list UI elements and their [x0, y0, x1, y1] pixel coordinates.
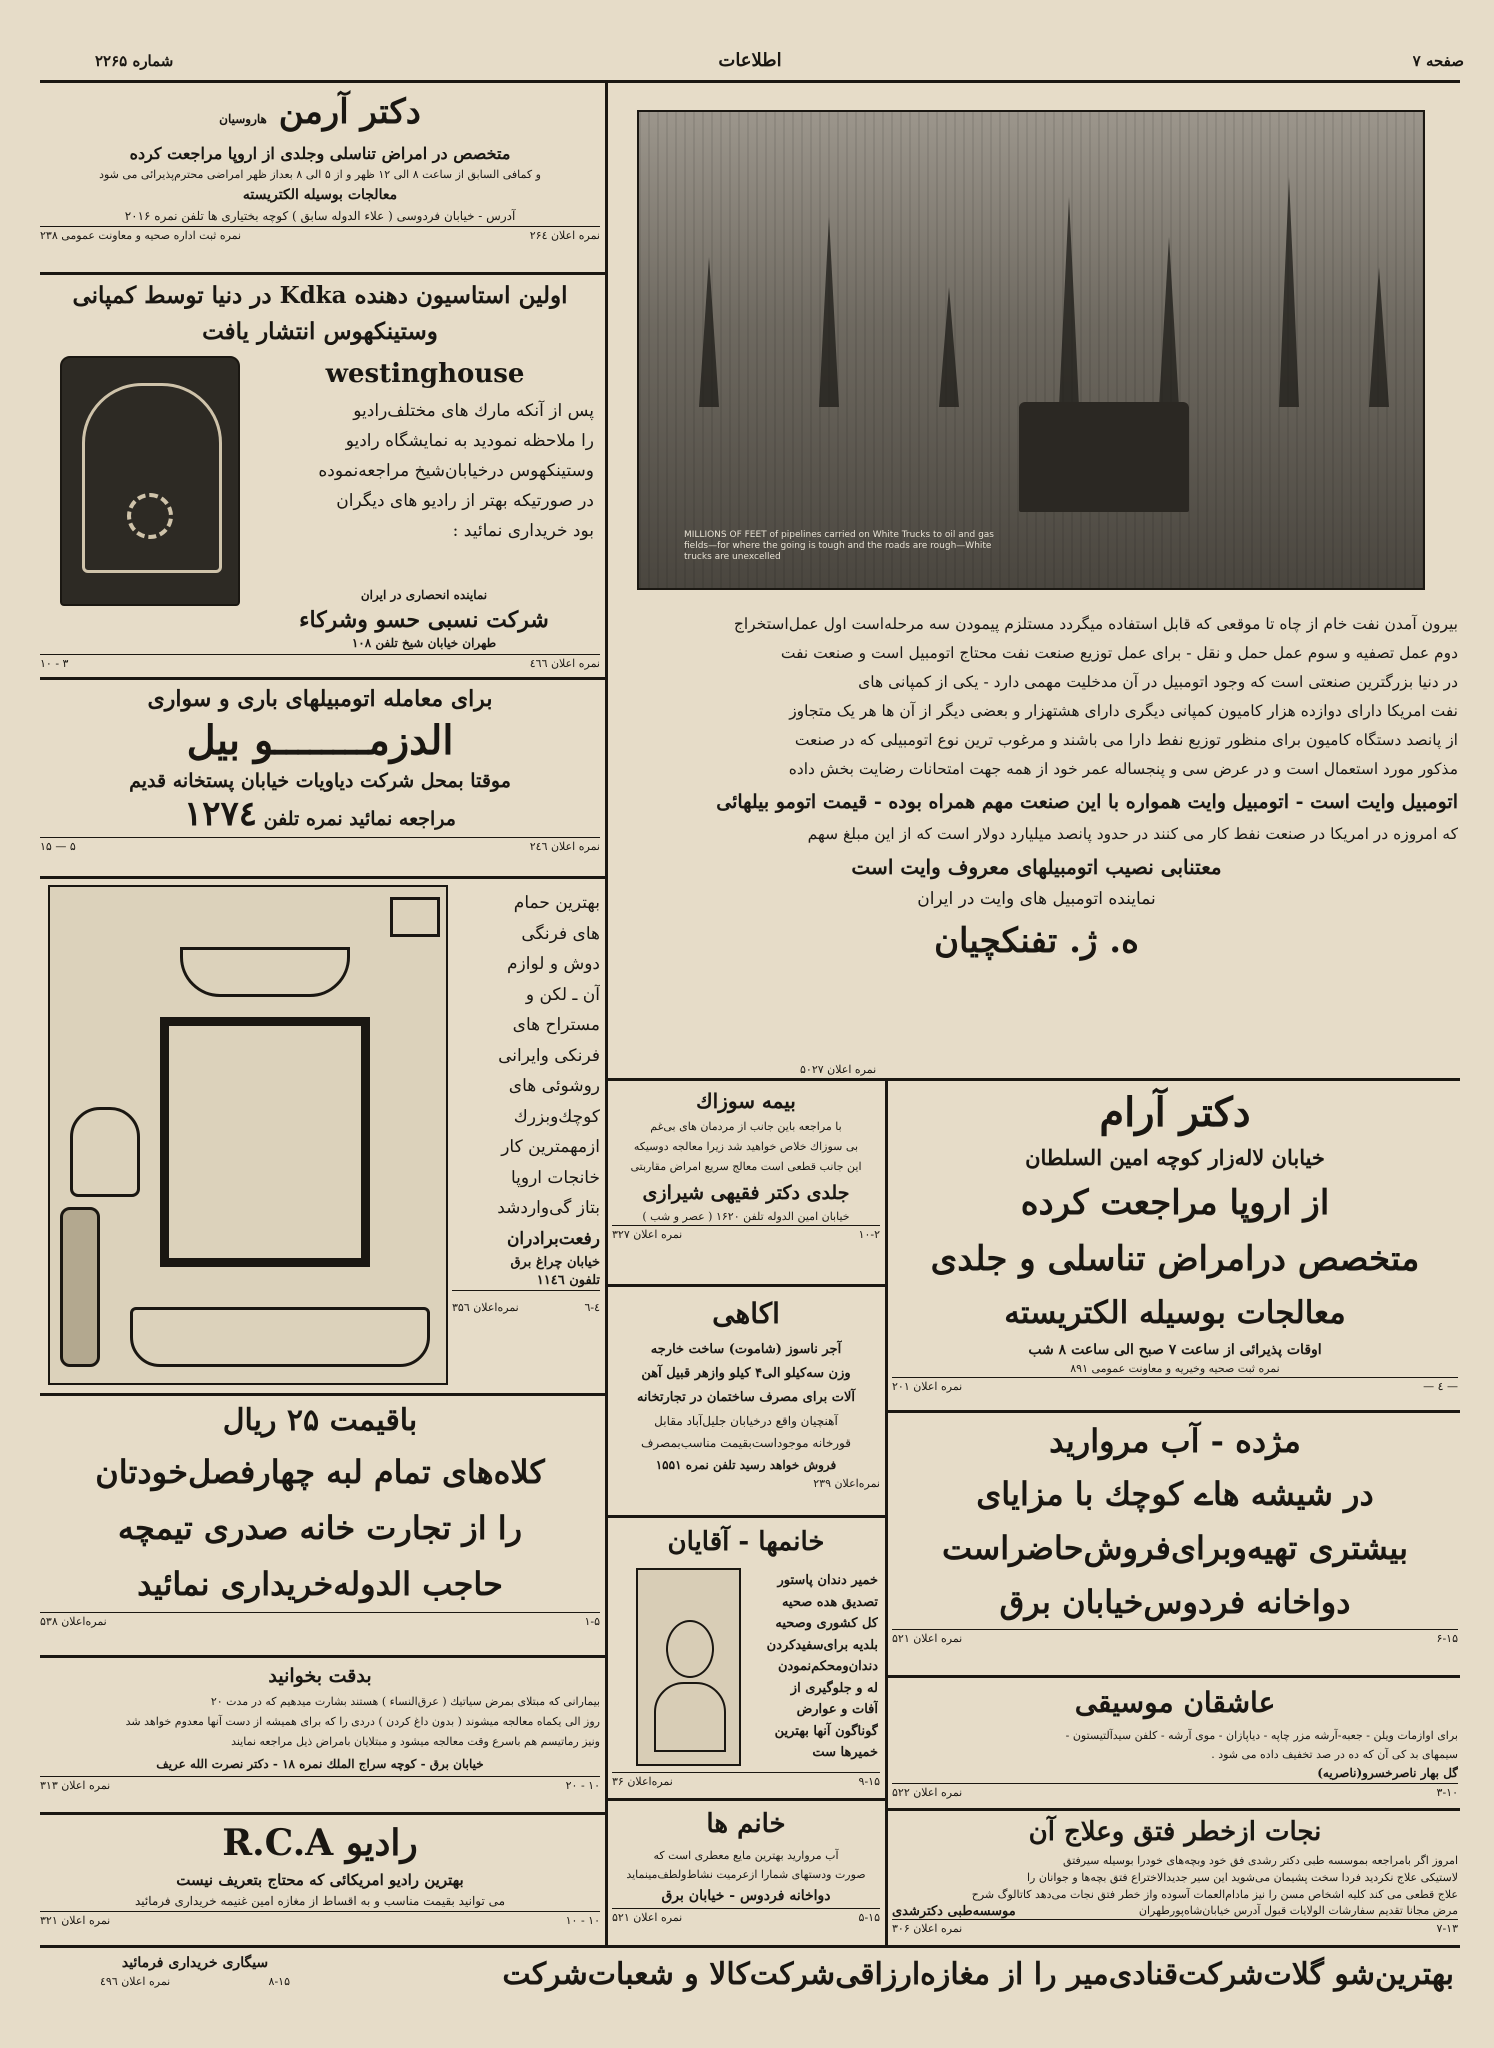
- oil-article-rule: [605, 1078, 1460, 1081]
- bath-line: دوش و لوازم: [507, 954, 600, 974]
- soozak-doctor: جلدی دکتر فقیهی شیرازی: [642, 1182, 850, 1204]
- header-rule: [40, 80, 1460, 83]
- toothpaste-illustration: [636, 1568, 741, 1766]
- toothpaste-ad-number: نمره‌اعلان ۳۶: [612, 1775, 673, 1788]
- read-carefully-address: خیابان برق - کوچه سراج الملك نمره ۱۸ - دکتر نصرت الله عریف: [156, 1757, 484, 1771]
- bath-code: ٤-٦: [584, 1301, 600, 1314]
- soozak-code: ۱۰-۲: [858, 1228, 880, 1241]
- music-ad-number: نمره اعلان ۵۲۲: [892, 1786, 963, 1799]
- soozak-ad: [612, 1085, 880, 1280]
- notice-ad: [612, 1290, 880, 1510]
- music-code: ۳-۱۰: [1436, 1786, 1458, 1799]
- column-rule-main: [605, 83, 608, 1945]
- issue-number: شماره ۲۲۶۵: [95, 52, 174, 70]
- music-ad: [892, 1680, 1458, 1805]
- bottom-rule: [40, 1945, 1460, 1948]
- bath-fixtures-illustration: [48, 885, 448, 1385]
- ladies-pearl-ad: [612, 1802, 880, 1942]
- pearl-line-1: مژده - آب مرواريد: [1049, 1422, 1301, 1460]
- rca-ad-number: نمره اعلان ۳۲۱: [40, 1914, 111, 1927]
- music-line: برای اوازمات ویلن - جعبه-آرشه مزر چاپه - دیاپازان - موی آرشه - کلفن سیدآلتیستون -: [1065, 1729, 1458, 1742]
- rca-line-2: می توانید بقیمت مناسب و به اقساط از مغازه امین غنیمه خریداری فرمائید: [134, 1894, 506, 1908]
- read-carefully-line: بیمارانی که مبتلای بمرض سیاتیك ( عرق‌النساء ) هستند بشارت میدهیم که در مدت ۲۰: [210, 1695, 600, 1708]
- read-carefully-ad: [40, 1660, 600, 1810]
- article-line: دوم عمل تصفیه و سوم عمل حمل و نقل - برای عمل توزیع صنعت نفت محتاج اتومبیل است و صنعت نفت: [780, 644, 1458, 662]
- read-carefully-line: روز الی یکماه معالجه میشوند ( بدون داغ کردن ) دردی را که برای همیشه از دست آنها معدوم خواهد شد: [125, 1715, 600, 1728]
- oldsmobile-phone: ۱۲۷٤: [184, 794, 258, 834]
- hernia-code: ۷-۱۳: [1436, 1922, 1458, 1935]
- read-carefully-ad-number: نمره اعلان ۳۱۳: [40, 1779, 111, 1792]
- armen-hours: و کمافی السابق از ساعت ۸ الی ۱۲ ظهر و از ۵ الی ۸ بعداز ظهر امراضی محترم‌پذیرائی می شود: [99, 168, 541, 181]
- kdka-company: شرکت نسبی حسو وشرکاء: [299, 607, 549, 633]
- kdka-code: ۳ - ۱۰: [40, 657, 69, 670]
- aram-code: — ٤ —: [1423, 1380, 1458, 1393]
- kdka-address: طهران خیابان شیخ تلفن ۱۰۸: [351, 636, 497, 650]
- hats-code: ۱-۵: [584, 1615, 600, 1628]
- bath-line: فرنکی وایرانی: [498, 1045, 600, 1066]
- article-line: بیرون آمدن نفت خام از چاه تا موقعی که قابل استفاده میگردد مستلزم پیمودن سه مرحله‌است اول عمل‌استخراج: [733, 615, 1458, 633]
- mirror-frame: [160, 1017, 370, 1267]
- toothpaste-title: خانمها - آقایان: [667, 1527, 825, 1557]
- agent-line: نماینده اتومبیل های وایت در ایران: [917, 889, 1156, 909]
- rca-title: رادیو R.C.A: [222, 1822, 418, 1864]
- banner-side: [100, 1952, 290, 1990]
- pearl-line-2: در شیشه هاے کوچك با مزایاى: [976, 1475, 1374, 1513]
- oil-field-photo: [637, 110, 1425, 590]
- rule: [605, 1515, 887, 1518]
- aram-registration: نمره ثبت صحیه وخیریه و معاونت عمومی ۸۹۱: [1070, 1362, 1280, 1375]
- kdka-headline-2: وستینکهوس انتشار یافت: [202, 318, 438, 345]
- article-line: از پانصد دستگاه کامیون برای منظور توزیع نفط دارا می باشند و مرغوب ترین نوع اتومبیلی که در صنعت: [794, 731, 1458, 749]
- armen-registration: نمره ثبت اداره صحیه و معاونت عمومی ۲۳۸: [40, 229, 242, 242]
- hernia-line: لاستیکی علاج نکردید فردا سخت پشیمان می‌شوید این سیر جدیدالاختراع فتق بچه‌ها و جوانان را: [1027, 1871, 1458, 1884]
- face-icon: [666, 1620, 714, 1678]
- kdka-body-line: وستینکهوس درخیابان‌شیخ مراجعه‌نموده: [318, 461, 594, 481]
- armen-ad-number: نمره اعلان ۲۶٤: [529, 229, 600, 242]
- bath-line: آن ـ لکن و: [525, 984, 600, 1005]
- banner-ad-number: نمره اعلان ٤٩٦: [100, 1975, 171, 1988]
- toothpaste-line: آفات و عوارض: [796, 1702, 878, 1717]
- hernia-line: امروز اگر بامراجعه بموسسه طبی دکتر رشدی فق خود وبچه‌های خودرا بوسیله سیرفتق: [1063, 1854, 1458, 1867]
- oil-article-body: [615, 610, 1458, 968]
- hernia-line: مرض مجانا تقدیم سفارشات الولایات قبول آدرس خیابان‌شاه‌پورطهران: [1138, 1904, 1458, 1917]
- notice-line: قورخانه موجوداست‌بقیمت مناسب‌بمصرف: [640, 1436, 851, 1450]
- rule: [605, 1284, 887, 1287]
- article-line: معتنابی نصیب اتومبیلهای معروف وایت است: [851, 855, 1222, 879]
- hats-ad-number: نمره‌اعلان ۵۳۸: [40, 1615, 107, 1628]
- armen-title-suffix: هاروسیان: [219, 112, 267, 126]
- hats-ad: [40, 1398, 600, 1653]
- read-carefully-line: ونیز رماتیسم هم باسرع وقت معالجه میشود و مبتلایان بامراض ذیل مراجعه نمایند: [231, 1735, 600, 1748]
- rule: [885, 1808, 1460, 1811]
- toothpaste-line: تصدیق هده صحیه: [781, 1594, 878, 1610]
- toothpaste-line: گوناگون آنها بهترین: [774, 1723, 878, 1739]
- rule: [40, 1812, 605, 1815]
- soozak-line: بی سوزاك خلاص خواهید شد زیرا معالجه دوسیکه: [633, 1140, 859, 1153]
- aram-title: دکتر آرام: [1099, 1089, 1251, 1136]
- column-rule-lower: [885, 1080, 888, 1945]
- bathtub: [130, 1307, 430, 1367]
- photo-caption: MILLIONS OF FEET of pipelines carried on White Trucks to oil and gas fields—for where the going is tough and the roads are rough—White trucks are unexcelled: [684, 530, 994, 562]
- bath-ad-text: [452, 888, 600, 1324]
- oldsmobile-code: ۵ — ۱۵: [40, 840, 76, 853]
- bath-line: ازمهمترین کار: [501, 1137, 600, 1157]
- bath-line: روشوئی های: [508, 1076, 600, 1096]
- armen-specialty: متخصص در امراض تناسلی وجلدی از اروپا مراجعت کرده: [129, 144, 511, 163]
- hernia-ad-number: نمره اعلان ۳۰۶: [892, 1922, 963, 1935]
- toilet: [70, 1107, 140, 1197]
- armen-ad: [40, 90, 600, 270]
- radio-cabinet-illustration: [60, 356, 240, 606]
- kdka-agent: نماینده انحصاری در ایران: [360, 588, 488, 602]
- music-shop: گل بهار ناصرخسرو(ناصریه): [1317, 1766, 1458, 1780]
- rca-code: ۱۰ - ۱۰: [565, 1914, 600, 1927]
- toothpaste-line: کل کشوری وصحیه: [775, 1616, 878, 1631]
- notice-line: آهنچیان واقع درخیابان جلیل‌آباد مقابل: [654, 1414, 838, 1428]
- oldsmobile-line-3: موقتا بمحل شرکت دیاویات خیابان پستخانه قدیم: [129, 770, 511, 792]
- bath-line: بتاز گی‌واردشد: [497, 1198, 600, 1218]
- rule: [40, 876, 605, 879]
- pearl-line-3: بیشتری تهیه‌وبرای‌فروش‌حاضراست: [942, 1529, 1408, 1567]
- music-line: سیمهای بد کی آن که ده در صد تخفیف داده می شود .: [1211, 1748, 1458, 1761]
- oldsmobile-ad-number: نمره اعلان ٢٤٦: [529, 840, 600, 853]
- ladies-pearl-pharmacy: دواخانه فردوس - خیابان برق: [661, 1888, 831, 1904]
- notice-line: فروش خواهد رسید تلفن نمره ۱۵۵۱: [655, 1458, 837, 1472]
- notice-ad-number: نمره‌اعلان ۲۳۹: [813, 1477, 880, 1490]
- masthead: اطلاعات: [718, 50, 782, 71]
- toothpaste-line: له و جلوگیری از: [790, 1680, 878, 1696]
- ladies-pearl-line: صورت ودستهای شمارا ازعرمیت نشاط‌ولطف‌مینماید: [626, 1868, 866, 1881]
- soozak-line: با مراجعه باین جانب از مردمان های بی‌غم: [650, 1120, 842, 1133]
- oldsmobile-brand: الدزمــــــــو بیل: [186, 717, 454, 764]
- ladies-pearl-line: آب مرواريد بهترين مايع معطرى است كه: [653, 1849, 839, 1862]
- bath-line: بهترین حمام: [513, 893, 600, 913]
- notice-line: آلات برای مصرف ساختمان در تجارتخانه: [636, 1390, 856, 1405]
- aram-hours: اوقات پذیرائی از ساعت ۷ صبح الی ساعت ۸ شب: [1028, 1342, 1322, 1358]
- read-carefully-title: بدقت بخوانید: [268, 1665, 372, 1687]
- rule: [605, 1798, 887, 1801]
- soozak-line: این جانب قطعی است معالج سریع امراض مقاربتی: [630, 1160, 862, 1173]
- chocolate-banner: بهترین‌شو گلات‌شرکت‌قنادی‌میر را از مغازه‌ارزاقی‌شرکت‌کالا و شعبات‌شرکت: [502, 1957, 1454, 1992]
- music-title: عاشقان موسیقی: [1074, 1686, 1276, 1719]
- rule: [885, 1675, 1460, 1678]
- bath-line: خیابان چراغ برق: [510, 1255, 600, 1270]
- article-line: در دنیا بزرگترین صنعتی است که وجود اتومبیل در آن مدخلیت مهمی دارد - یکی از کمپانی های: [858, 673, 1458, 691]
- aram-returned: از اروپا مراجعت کرده: [1020, 1183, 1330, 1223]
- rule: [40, 1655, 605, 1658]
- toothpaste-line: خمیرها ست: [812, 1745, 878, 1760]
- kdka-body-line: پس از آنکه مارك های مختلف‌رادیو: [353, 401, 594, 421]
- water-heater: [60, 1207, 100, 1367]
- pearl-code: ۶-۱۵: [1436, 1632, 1458, 1645]
- bath-line: مستراح های: [512, 1015, 600, 1035]
- rule: [885, 1410, 1460, 1413]
- bath-line: کوچك‌وبزرك: [513, 1106, 600, 1127]
- notice-line: آجر ناسوز (شاموت) ساخت خارجه: [650, 1342, 842, 1357]
- bath-ad-number: نمره‌اعلان ۳۵٦: [452, 1301, 519, 1314]
- article-line: مذکور مورد استعمال است و در عرض سی و پنجساله عمر خود از همه جهت امتحانات رضایت بخش داده: [788, 760, 1458, 778]
- page-number: صفحه ۷: [1412, 52, 1464, 70]
- rule: [40, 677, 605, 680]
- toothpaste-line: بلدیه برای‌سفیدکردن: [766, 1637, 878, 1653]
- article-line: نفت امریکا دارای دوازده هزار کامیون کمپانی دیگری دارای هشتهزار و بعضی دیگر از آن ها هر یک متجاوز: [789, 702, 1458, 720]
- hernia-title: نجات ازخطر فتق وعلاج آن: [1028, 1817, 1322, 1847]
- bath-line: خانجات اروپا: [510, 1167, 600, 1188]
- article-highlight: اتومبیل وایت است - اتومبیل وایت همواره با این صنعت مهم همراه بوده - قیمت اتومو بیلهائی: [716, 791, 1458, 813]
- toothpaste-code: ۹-۱۵: [858, 1775, 880, 1788]
- truck-silhouette: [1019, 402, 1189, 512]
- pearl-water-ad: [892, 1415, 1458, 1670]
- notice-line: وزن سه‌کیلو الی۴ کیلو وازهر قبیل آهن: [641, 1366, 851, 1381]
- agent-name: ه. ژ. تفنکچیان: [934, 921, 1139, 961]
- banner-side-line: سیگاری خریداری فرمائید: [121, 1955, 269, 1971]
- hats-line-4: حاجب الدوله‌خریداری نمائید: [137, 1565, 503, 1603]
- toothpaste-line: دندان‌ومحکم‌نمودن: [777, 1659, 878, 1674]
- hernia-ad: [892, 1812, 1458, 1944]
- oil-ad-number: نمره اعلان ۵۰۲۷: [800, 1063, 877, 1076]
- notice-title: اکاهی: [712, 1297, 780, 1330]
- bath-line: تلفون ۱۱٤٦: [536, 1273, 600, 1288]
- bath-line: های فرنگی: [521, 923, 600, 944]
- soozak-address: خیابان امین الدوله تلفن ۱۶۲۰ ( عصر و شب ): [642, 1210, 850, 1223]
- bath-line: رفعت‌برادران: [506, 1228, 600, 1249]
- toothpaste-line: خمیر دندان پاستور: [777, 1573, 878, 1588]
- ladies-pearl-title: خانم ها: [706, 1809, 786, 1839]
- rule: [40, 1393, 605, 1396]
- soozak-ad-number: نمره اعلان ۳۲۷: [612, 1228, 683, 1241]
- pearl-line-4: دواخانه فردوس‌خیابان برق: [999, 1583, 1351, 1621]
- kdka-body-line: در صورتیکه بهتر از رادیو های دیگران: [336, 491, 594, 511]
- ladies-pearl-ad-number: نمره اعلان ۵۲۱: [612, 1911, 683, 1924]
- gear-icon: [127, 493, 173, 539]
- cistern: [390, 897, 440, 937]
- kdka-headline-1: اولین استاسیون دهنده Kdka در دنیا توسط کمپانی: [72, 282, 568, 309]
- armen-address: آدرس - خیابان فردوسی ( علاء الدوله سابق ) کوچه بختیاری ها تلفن نمره ۲۰۱۶: [124, 209, 516, 223]
- hernia-institute: موسسه‌طبی دکترشدی: [892, 1903, 1016, 1919]
- aram-street: خیابان لاله‌زار کوچه امین السلطان: [1025, 1145, 1325, 1170]
- armen-title: دکتر آرمن: [278, 92, 421, 132]
- ladies-pearl-code: ۵-۱۵: [858, 1911, 880, 1924]
- aram-specialty: متخصص درامراض تناسلی و جلدی: [930, 1239, 1420, 1279]
- hats-line-2: کلاه‌های تمام لبه چهارفصل‌خودتان: [95, 1453, 545, 1491]
- kdka-body-line: بود خریداری نمائید :: [452, 521, 594, 541]
- oldsmobile-line-1: برای معامله اتومبیلهای باری و سواری: [147, 686, 493, 712]
- read-carefully-code: ۱۰ - ۲۰: [565, 1779, 600, 1792]
- aram-ad: [892, 1085, 1458, 1405]
- kdka-ad-number: نمره اعلان ٤٦٦: [529, 657, 600, 670]
- rca-line-1: بهترین رادیو امریکائی که محتاج بتعریف نیست: [176, 1871, 464, 1889]
- hats-line-3: را از تجارت خانه صدری تیمچه: [117, 1509, 523, 1547]
- pearl-ad-number: نمره اعلان ۵۲۱: [892, 1632, 963, 1645]
- armen-treatment: معالجات بوسیله الکتریسته: [242, 187, 398, 203]
- hats-price: باقیمت ۲۵ ریال: [222, 1403, 418, 1438]
- rca-ad: [40, 1818, 600, 1943]
- kdka-body-line: را ملاحظه نمودید به نمایشگاه رادیو: [345, 431, 594, 451]
- kdka-ad: [40, 278, 600, 673]
- rule: [40, 272, 605, 275]
- westinghouse-brand: westinghouse: [325, 359, 525, 389]
- oldsmobile-ad: [40, 682, 600, 872]
- washbasin: [180, 947, 350, 997]
- aram-ad-number: نمره اعلان ۲۰۱: [892, 1380, 963, 1393]
- banner-code: ۸-۱۵: [268, 1975, 290, 1988]
- soozak-title: بیمه سوزاك: [696, 1089, 796, 1113]
- hernia-line: علاج قطعی می کند کلیه اشخاص مسن را نیز مادام‌العمات آسوده واز خطر فتق نجات می‌دهد کاتالوگ شرح: [971, 1888, 1458, 1901]
- toothpaste-ad: [612, 1520, 880, 1795]
- oldsmobile-line-4: مراجعه نمائید نمره تلفن: [263, 808, 456, 830]
- article-line: که امروزه در امریکا در صنعت نفط کار می کنند در حدود پانصد میلیارد دولار است که از این مبلغ سهم: [807, 825, 1458, 843]
- aram-treatment: معالجات بوسیله الکتریسته: [1004, 1295, 1346, 1331]
